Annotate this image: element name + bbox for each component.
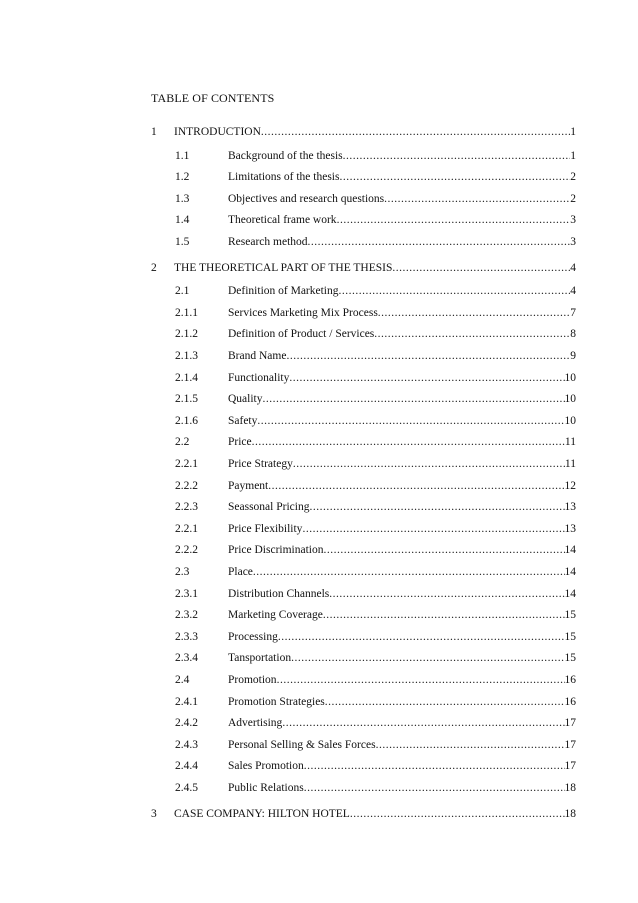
toc-entry[interactable] [175, 234, 576, 250]
toc-entry-label: Sales Promotion [228, 760, 304, 772]
toc-dot-leader [268, 478, 564, 494]
toc-dot-leader [304, 780, 565, 796]
toc-entry-label: Quality [228, 393, 263, 405]
toc-entry-number: 1.4 [175, 214, 190, 226]
toc-entry-number: 2.2 [175, 436, 190, 448]
toc-entry-label: Public Relations [228, 782, 304, 794]
toc-entry-number: 2.3.3 [175, 631, 198, 643]
toc-entry-number: 2.2.2 [175, 544, 198, 556]
toc-entry-number: 2.1.5 [175, 393, 198, 405]
toc-entry[interactable] [175, 737, 576, 753]
toc-entry-number: 2.4.2 [175, 717, 198, 729]
toc-entry-number: 2.4.5 [175, 782, 198, 794]
toc-dot-leader [378, 305, 570, 321]
toc-page-number: 10 [564, 372, 576, 384]
toc-entry[interactable] [175, 499, 576, 515]
toc-entry-label: Definition of Marketing [228, 285, 339, 297]
toc-entry[interactable] [175, 456, 576, 472]
toc-entry-label: Price [228, 436, 252, 448]
toc-page-number: 11 [564, 458, 576, 470]
toc-entry[interactable] [175, 694, 576, 710]
toc-entry-number: 2.4.3 [175, 739, 198, 751]
toc-entry-number: 2.1.3 [175, 350, 198, 362]
toc-dot-leader [350, 806, 565, 822]
toc-entry-label: Theoretical frame work [228, 214, 337, 226]
toc-entry[interactable] [175, 212, 576, 228]
toc-entry[interactable] [175, 148, 576, 164]
toc-dot-leader [324, 542, 565, 558]
toc-page-number: 3 [570, 214, 576, 226]
toc-dot-leader [286, 348, 570, 364]
toc-entry-number: 1.2 [175, 171, 190, 183]
toc-entry-number: 2.1.6 [175, 415, 198, 427]
toc-entry[interactable] [175, 348, 576, 364]
toc-page-number: 14 [564, 566, 576, 578]
toc-dot-leader [282, 715, 564, 731]
toc-dot-leader [323, 607, 565, 623]
toc-dot-leader [329, 586, 564, 602]
toc-entry-number: 1.5 [175, 236, 190, 248]
toc-dot-leader [392, 260, 570, 276]
toc-entry-number: 2.2.1 [175, 523, 198, 535]
toc-entry-label: Advertising [228, 717, 283, 729]
toc-entry-label: CASE COMPANY: HILTON HOTEL [174, 808, 350, 820]
toc-page-number: 2 [570, 193, 576, 205]
toc-entry-number: 2.4.1 [175, 696, 198, 708]
toc-page-number: 17 [564, 760, 576, 772]
toc-entry[interactable] [175, 542, 576, 558]
toc-page-number: 16 [564, 696, 576, 708]
toc-page-number: 15 [564, 609, 576, 621]
toc-entry-number: 1.3 [175, 193, 190, 205]
page-title: TABLE OF CONTENTS [151, 91, 275, 105]
toc-dot-leader [343, 148, 571, 164]
toc-dot-leader [304, 758, 565, 774]
toc-entry-label: Limitations of the thesis [228, 171, 340, 183]
toc-entry-number: 2.1.2 [175, 328, 198, 340]
toc-entry-number: 2.3.4 [175, 652, 198, 664]
toc-entry[interactable] [175, 434, 576, 450]
toc-dot-leader [374, 326, 570, 342]
toc-entry[interactable] [175, 169, 576, 185]
toc-entry[interactable] [175, 758, 576, 774]
toc-entry[interactable] [175, 672, 576, 688]
toc-entry-label: Research method [228, 236, 308, 248]
toc-dot-leader [339, 169, 570, 185]
toc-entry-number: 2.4 [175, 674, 190, 686]
toc-entry[interactable] [175, 191, 576, 207]
toc-entry-label: Price Strategy [228, 458, 293, 470]
toc-page-number: 15 [564, 631, 576, 643]
toc-chapter-entry[interactable] [151, 806, 576, 822]
toc-page-number: 4 [570, 262, 576, 274]
toc-entry-label: Promotion [228, 674, 277, 686]
toc-chapter-entry[interactable] [151, 124, 576, 140]
toc-dot-leader [308, 234, 571, 250]
toc-entry-number: 2.1 [175, 285, 190, 297]
toc-entry-label: Distribution Channels [228, 588, 330, 600]
toc-dot-leader [302, 521, 564, 537]
toc-page-number: 10 [564, 415, 576, 427]
toc-page-number: 17 [564, 717, 576, 729]
toc-dot-leader [384, 191, 570, 207]
toc-entry-number: 2.3.1 [175, 588, 198, 600]
toc-page-number: 1 [570, 126, 576, 138]
toc-entry[interactable] [175, 715, 576, 731]
toc-dot-leader [325, 694, 565, 710]
toc-entry[interactable] [175, 780, 576, 796]
toc-entry-label: Safety [228, 415, 258, 427]
toc-page-number: 16 [564, 674, 576, 686]
toc-entry[interactable] [175, 650, 576, 666]
toc-dot-leader [309, 499, 564, 515]
toc-entry-label: Payment [228, 480, 269, 492]
toc-entry[interactable] [175, 413, 576, 429]
toc-entry[interactable] [175, 607, 576, 623]
toc-entry-label: Personal Selling & Sales Forces [228, 739, 376, 751]
toc-page-number: 14 [564, 544, 576, 556]
toc-entry-label: Tansportation [228, 652, 292, 664]
toc-dot-leader [339, 283, 571, 299]
toc-dot-leader [261, 124, 570, 140]
toc-entry[interactable] [175, 521, 576, 537]
toc-entry-number: 2.1.4 [175, 372, 198, 384]
toc-entry-label: Processing [228, 631, 278, 643]
toc-dot-leader [293, 456, 565, 472]
toc-entry-label: Background of the thesis [228, 150, 343, 162]
toc-entry[interactable] [175, 283, 576, 299]
toc-entry[interactable] [175, 629, 576, 645]
toc-entry-number: 1 [151, 126, 157, 138]
toc-entry[interactable] [175, 305, 576, 321]
toc-entry-label: INTRODUCTION [174, 126, 261, 138]
toc-page-number: 7 [570, 307, 576, 319]
toc-page-number: 13 [564, 501, 576, 513]
toc-dot-leader [263, 391, 565, 407]
toc-chapter-entry[interactable] [151, 260, 576, 276]
toc-entry-label: Functionality [228, 372, 290, 384]
toc-entry[interactable] [175, 564, 576, 580]
toc-entry-number: 2.3.2 [175, 609, 198, 621]
toc-entry-number: 2.2.3 [175, 501, 198, 513]
toc-entry[interactable] [175, 370, 576, 386]
toc-page-number: 14 [564, 588, 576, 600]
toc-page-number: 15 [564, 652, 576, 664]
toc-entry[interactable] [175, 326, 576, 342]
toc-entry-number: 2.3 [175, 566, 190, 578]
toc-page-number: 8 [570, 328, 576, 340]
toc-page-number: 2 [570, 171, 576, 183]
toc-entry-number: 2.4.4 [175, 760, 198, 772]
toc-page-number: 13 [564, 523, 576, 535]
toc-page-number: 10 [564, 393, 576, 405]
toc-dot-leader [253, 564, 565, 580]
toc-entry-label: Seassonal Pricing [228, 501, 310, 513]
toc-entry-label: Price Discrimination [228, 544, 324, 556]
toc-page-number: 18 [564, 808, 576, 820]
toc-entry-number: 2.2.1 [175, 458, 198, 470]
toc-entry-number: 2 [151, 262, 157, 274]
toc-page-number: 1 [570, 150, 576, 162]
toc-page-number: 11 [564, 436, 576, 448]
toc-entry-number: 1.1 [175, 150, 190, 162]
toc-dot-leader [257, 413, 564, 429]
toc-entry-label: THE THEORETICAL PART OF THE THESIS [174, 262, 393, 274]
toc-dot-leader [337, 212, 571, 228]
toc-page-number: 9 [570, 350, 576, 362]
toc-entry-label: Brand Name [228, 350, 287, 362]
toc-dot-leader [252, 434, 565, 450]
toc-entry[interactable] [175, 478, 576, 494]
toc-dot-leader [376, 737, 565, 753]
toc-entry-number: 2.1.1 [175, 307, 198, 319]
toc-page-number: 18 [564, 782, 576, 794]
toc-dot-leader [277, 672, 565, 688]
toc-entry-label: Promotion Strategies [228, 696, 325, 708]
toc-entry[interactable] [175, 391, 576, 407]
toc-page-number: 3 [570, 236, 576, 248]
toc-entry-label: Place [228, 566, 253, 578]
toc-entry-number: 3 [151, 808, 157, 820]
toc-entry-label: Objectives and research questions [228, 193, 385, 205]
toc-entry-label: Definition of Product / Services [228, 328, 375, 340]
toc-entry[interactable] [175, 586, 576, 602]
toc-entry-number: 2.2.2 [175, 480, 198, 492]
toc-entry-label: Price Flexibility [228, 523, 303, 535]
toc-entry-label: Marketing Coverage [228, 609, 323, 621]
toc-dot-leader [289, 370, 564, 386]
toc-dot-leader [278, 629, 565, 645]
toc-entry-label: Services Marketing Mix Process [228, 307, 378, 319]
toc-page-number: 4 [570, 285, 576, 297]
toc-dot-leader [291, 650, 564, 666]
toc-page-number: 17 [564, 739, 576, 751]
toc-page-number: 12 [564, 480, 576, 492]
